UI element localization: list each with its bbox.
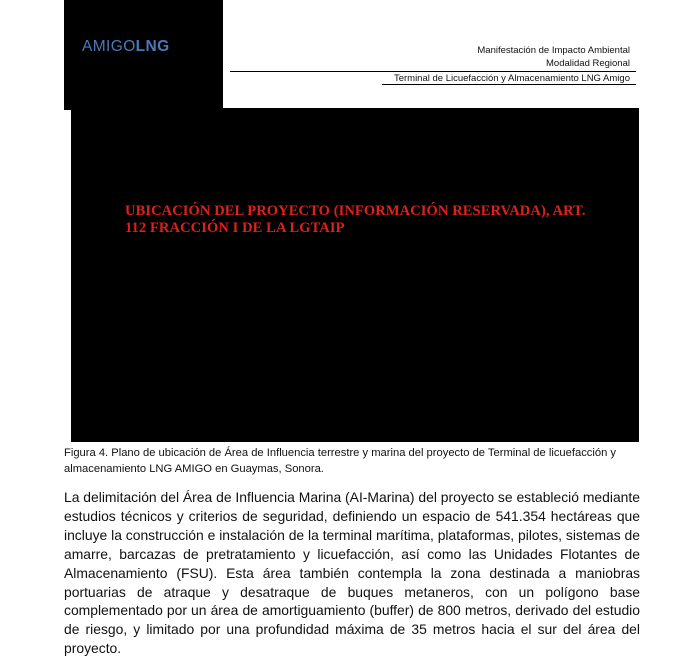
document-header xyxy=(477,45,630,70)
body-paragraph: La delimitación del Área de Influencia Marina (AI-Marina) del proyecto se estableció mediante estudios técnicos y criterios de seguridad, definiendo un espacio de 541.354 hectáreas que incluye la construcción e instalación de la terminal marítima, plataformas, pilotes, sistemas de amarre, barcazas de pretratamiento y licuefacción, así como las Unidades Flotantes de Almacenamiento (FSU). Esta área también contempla la zona destinada a maniobras portuarias de atraque y desatraque de buques metaneros, con un polígono base complementado por un área de amortiguamiento (buffer) de 800 metros, derivado del estudio de riesgo, y limitado por una profundidad máxima de 35 metros hacia el sur del área del proyecto. xyxy=(64,489,640,657)
header-divider-top xyxy=(230,71,636,72)
header-subtitle: Terminal de Licuefacción y Almacenamiento LNG Amigo xyxy=(393,73,630,84)
header-title: Manifestación de Impacto Ambiental xyxy=(477,45,630,56)
redacted-figure xyxy=(71,108,639,442)
logo-lng-text: LNG xyxy=(135,38,170,55)
redacted-notice: UBICACIÓN DEL PROYECTO (INFORMACIÓN RESERVADA), ART. 112 FRACCIÓN I DE LA LGTAIP xyxy=(125,203,586,236)
logo-block xyxy=(64,0,223,110)
logo-amigo-text: AMIGO xyxy=(82,38,136,55)
figure-caption: Figura 4. Plano de ubicación de Área de Influencia terrestre y marina del proyecto de Terminal de licuefacción y almacenamiento LNG AMIGO en Guaymas, Sonora. xyxy=(64,447,617,475)
header-divider-bottom xyxy=(382,84,636,85)
header-modality: Modalidad Regional xyxy=(546,57,630,69)
company-logo xyxy=(82,38,170,56)
